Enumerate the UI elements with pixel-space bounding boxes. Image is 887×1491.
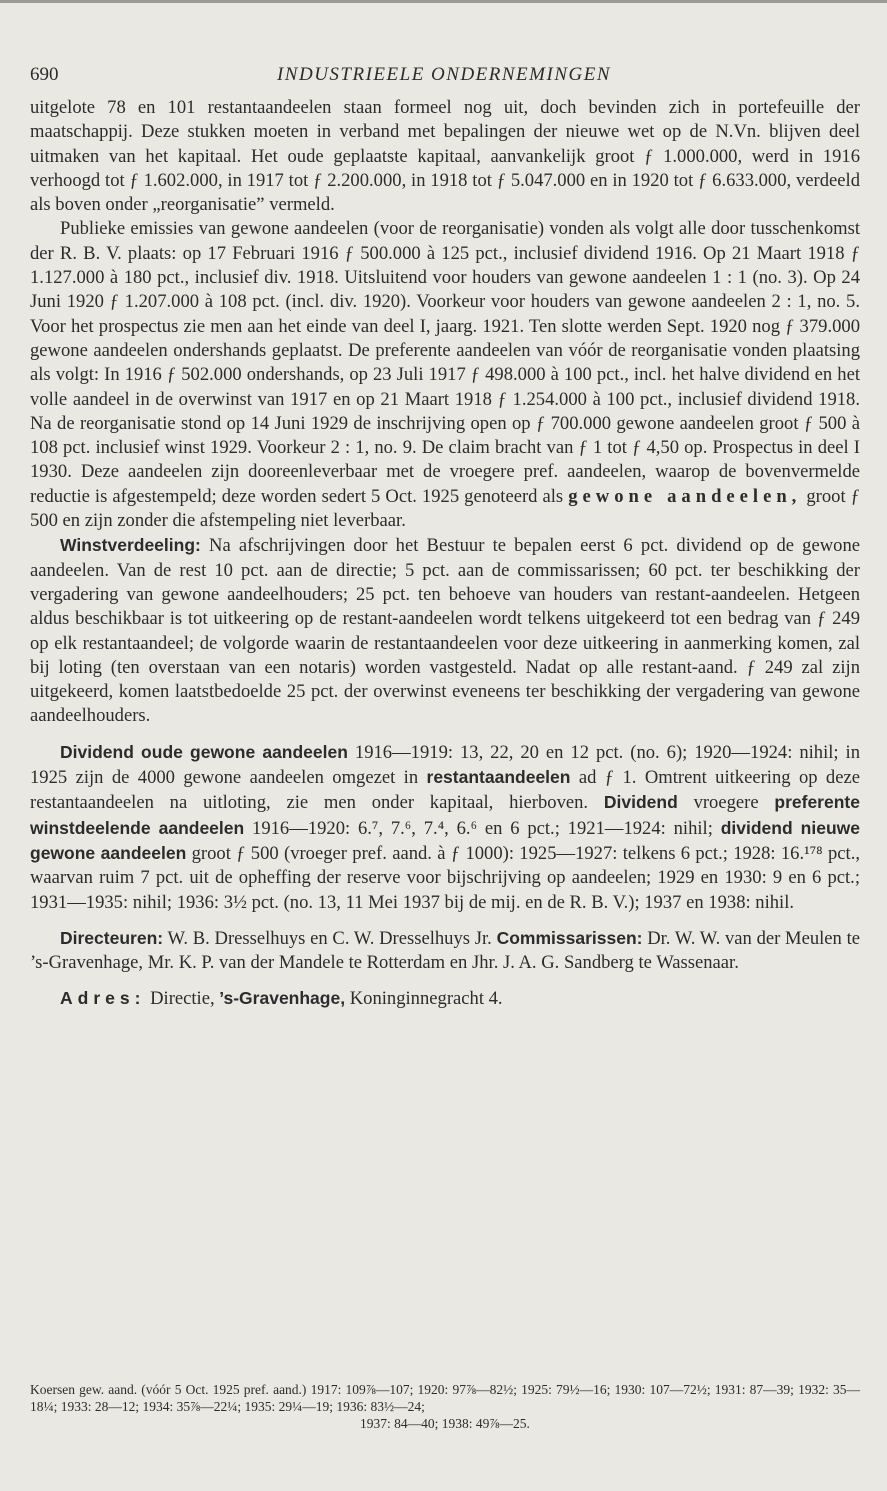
dividend-text-4: 1916—1920: 6.⁷, 7.⁶, 7.⁴, 6.⁶ en 6 pct.; 1921—1924: nihil; xyxy=(252,817,713,839)
paragraph-capital: uitgelote 78 en 101 restantaandeelen staan formeel nog uit, doch bevinden zich in portefeuille der maatschappij. Deze stukken moeten in verband met bepalingen der nieuwe wet op de N.Vn. blijven deel uitmaken van het kapitaal. Het oude geplaatste kapitaal, aanvankelijk groot ƒ 1.000.000, werd in 1916 verhoogd tot ƒ 1.602.000, in 1917 tot ƒ 2.200.000, in 1918 tot ƒ 5.047.000 en in 1920 tot ƒ 6.633.000, verdeeld als boven onder „reorganisatie” vermeld. xyxy=(30,97,860,216)
address-text-2: Koninginnegracht 4. xyxy=(349,988,503,1010)
dividend-label-restant: restantaandeelen xyxy=(426,767,571,788)
address-city: ’s-Gravenhage, xyxy=(219,988,346,1009)
paragraph-dividend xyxy=(30,740,860,915)
directors-label: Directeuren: xyxy=(60,927,164,948)
dividend-label-preferent: preferente winstdeelende aandeelen xyxy=(30,792,860,838)
profit-distribution-text: Na afschrijvingen door het Bestuur te bepalen eerst 6 pct. dividend op de gewone aandeelen. Van de rest 10 pct. aan de directie; 5 pct. aan de commissarissen; 60 pct. ter beschikking der vergadering van gewone aandeelhouders; 25 pct. ten behoeve van houders van restant-aandeelen. Hetgeen aldus beschikbaar is tot uitkeering op de restant-aandeelen wordt telkens uitgekeerd tot een bedrag van ƒ 249 op elk restantaandeel; de volgorde waarin de restantaandeelen voor deze uitkeering in aanmerking komen, zal bij loting (ten overstaan van een notaris) worden vastgesteld. Nadat op alle restant-aand. ƒ 249 zal zijn uitgekeerd, komen laatstbedoelde 25 pct. der overwinst eveneens ter beschikking der vergadering van gewone aandeelhouders. xyxy=(30,535,860,727)
page-body xyxy=(30,96,860,1012)
dividend-text-2: ad ƒ 1. Omtrent uitkeering op deze restantaandeelen na uitloting, zie men onder kapitaal, hierboven. xyxy=(30,767,860,814)
directors-text: W. B. Dresselhuys en C. W. Dresselhuys Jr. xyxy=(167,927,492,949)
address-label: Adres: xyxy=(60,988,146,1009)
running-title: INDUSTRIEELE ONDERNEMINGEN xyxy=(276,64,611,85)
emissions-spaced-term: gewone aandeelen, xyxy=(568,485,802,507)
page-number: 690 xyxy=(30,64,59,85)
dividend-text-1: 1916—1919: 13, 22, 20 en 12 pct. (no. 6); 1920—1924: nihil; in 1925 zijn de 4000 gewone aandeelen omgezet in xyxy=(30,741,860,789)
dividend-text-5: groot ƒ 500 (vroeger pref. aand. à ƒ 1000): 1925—1927: telkens 6 pct.; 1928: 16.¹⁷⁸ pct., waarvan ruim 7 pct. uit de opheffing der reserve voor bijschrijving op aandeelen; 1929 en 1930: 9 en 6 pct.; 1931—1935: nihil; 1936: 3½ pct. (no. 13, 11 Mei 1937 bij de mij. en de R. B. V.); 1937 en 1938: nihil. xyxy=(30,842,860,913)
footnote-quotes xyxy=(30,1381,860,1432)
top-rule xyxy=(0,0,887,3)
page-header xyxy=(30,62,858,88)
commissioners-text: Dr. W. W. van der Meulen te ’s-Gravenhage, Mr. K. P. van der Mandele te Rotterdam en Jhr. J. A. G. Sandberg te Wassenaar. xyxy=(30,927,861,974)
address-text-1: Directie, xyxy=(150,988,215,1010)
paragraph-profit-distribution xyxy=(30,533,860,728)
footnote-line-2: 1937: 84—40; 1938: 49⅞—25. xyxy=(360,1416,530,1431)
footnote-line-1: Koersen gew. aand. (vóór 5 Oct. 1925 pref. aand.) 1917: 109⅞—107; 1920: 97⅞—82½; 1925: 79½—16; 1930: 107—72½; 1931: 87—39; 1932: 35—18¼; 1933: 28—12; 1934: 35⅞—22¼; 1935: 29¼—19; 1936: 83½—24; xyxy=(30,1382,860,1414)
commissioners-label: Commissarissen: xyxy=(496,927,643,948)
dividend-label: Dividend xyxy=(603,792,678,813)
paragraph-address xyxy=(30,986,860,1011)
emissions-tail: groot ƒ 500 en zijn zonder die afstempeling niet leverbaar. xyxy=(30,485,860,532)
paragraph-management xyxy=(30,926,860,976)
profit-distribution-label: Winstverdeeling: xyxy=(60,535,201,556)
paragraph-emissions xyxy=(30,217,860,533)
dividend-text-3: vroegere xyxy=(693,792,759,814)
dividend-label-new: dividend nieuwe gewone aandeelen xyxy=(30,817,860,863)
emissions-text: Publieke emissies van gewone aandeelen (voor de reorganisatie) vonden als volgt alle door tusschenkomst der R. B. V. plaats: op 17 Februari 1916 ƒ 500.000 à 125 pct., inclusief dividend 1916. Op 21 Maart 1918 ƒ 1.127.000 à 180 pct., inclusief div. 1918. Uitsluitend voor houders van gewone aandeelen 1 : 1 (no. 3). Op 24 Juni 1920 ƒ 1.207.000 à 108 pct. (incl. div. 1920). Voorkeur voor houders van gewone aandeelen 2 : 1, no. 5. Voor het prospectus zie men aan het einde van deel I, jaarg. 1921. Ten slotte werden Sept. 1920 nog ƒ 379.000 gewone aandeelen ondershands geplaatst. De preferente aandeelen van vóór de reorganisatie vonden plaatsing als volgt: In 1916 ƒ 502.000 ondershands, op 23 Juli 1917 ƒ 498.000 à 100 pct., incl. het halve dividend en het volle aandeel in de overwinst van 1917 en op 21 Maart 1918 ƒ 1.254.000 à 100 pct., inclusief dividend 1918. Na de reorganisatie stond op 14 Juni 1929 de inschrijving open op ƒ 700.000 gewone aandeelen groot ƒ 500 à 108 pct. inclusief winst 1929. Voorkeur 2 : 1, no. 9. De claim bracht van ƒ 1 tot ƒ 4,50 op. Prospectus in deel I 1930. Deze aandeelen zijn dooreenleverbaar met de vroegere pref. aandeelen, waarop de bovenvermelde reductie is afgestempeld; deze worden sedert 5 Oct. 1925 genoteerd als xyxy=(30,218,860,507)
dividend-label-old: Dividend oude gewone aandeelen xyxy=(60,741,348,762)
